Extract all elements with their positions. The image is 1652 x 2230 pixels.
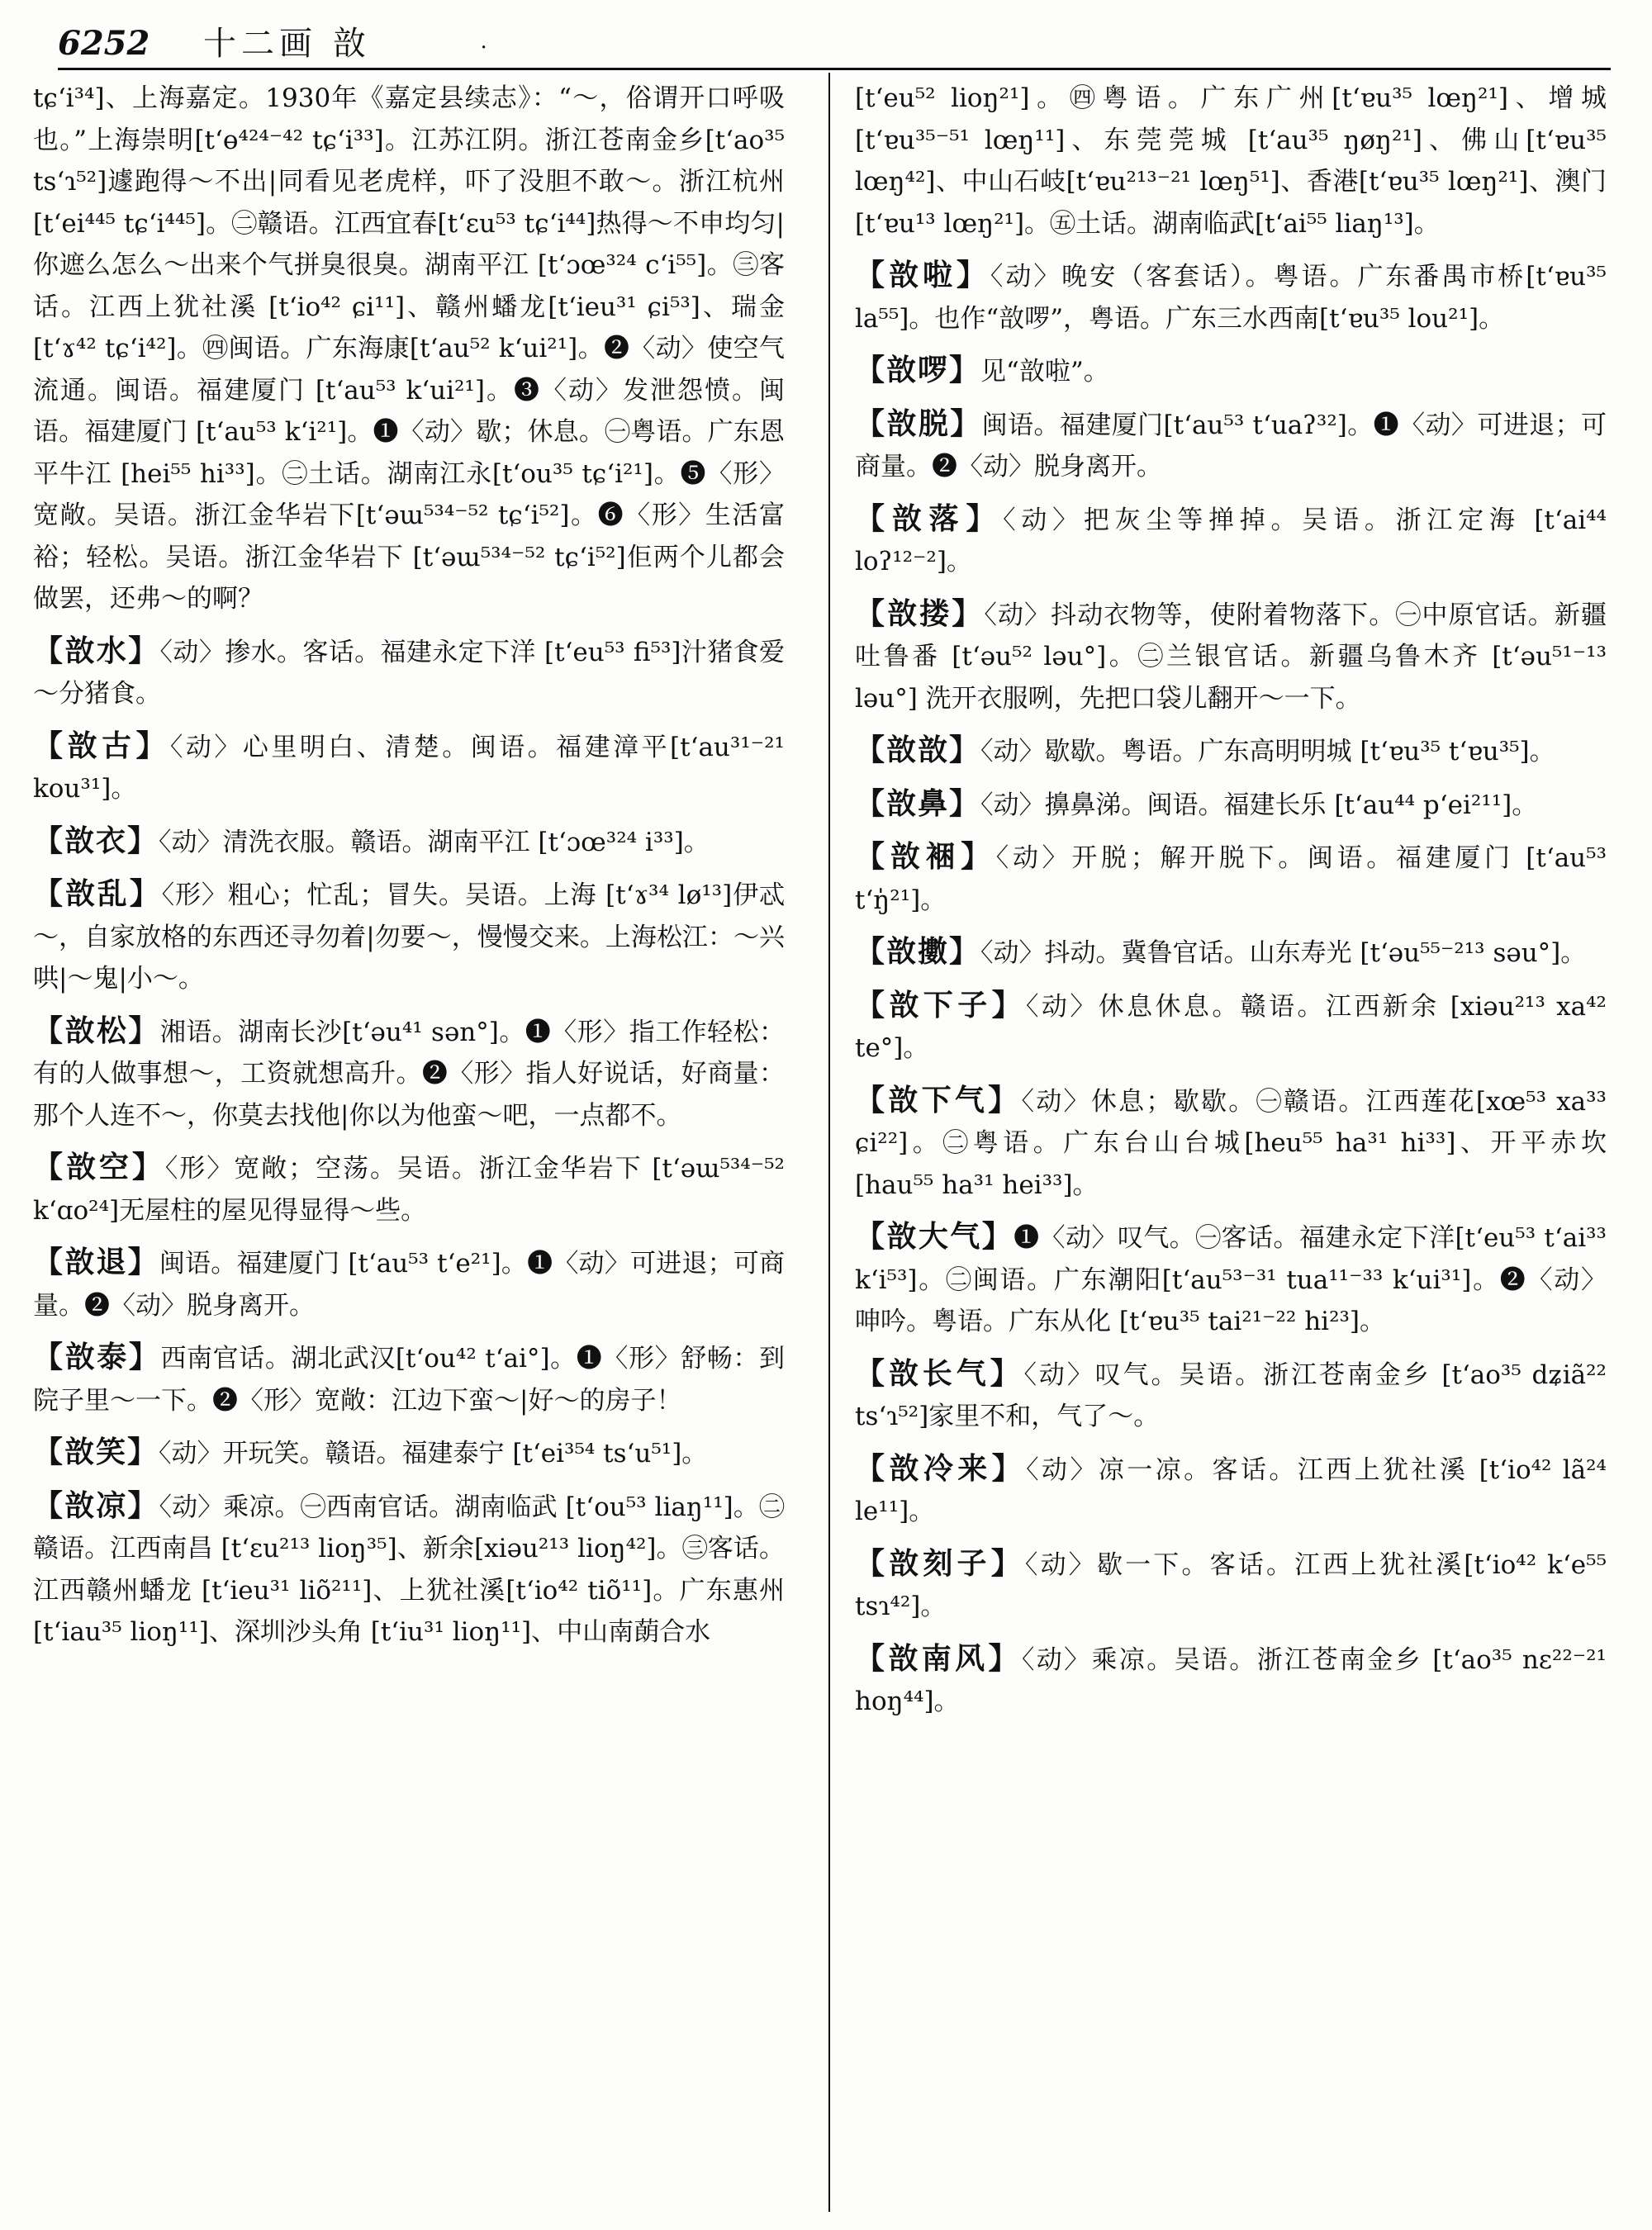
dictionary-entry [33,873,785,1000]
entry-text: 闽语。福建厦门[tʻau⁵³ tʻuaʔ³²]。❶〈动〉可进退；可商量。❷〈动〉脱身离开。 [855,410,1607,482]
entry-headword: 【敨擻】 [855,934,981,969]
dictionary-entry [855,1448,1607,1533]
dictionary-entry [33,1485,785,1654]
dictionary-entry [855,783,1607,827]
dictionary-entry-continued [33,78,785,620]
entry-text: 闽语。福建厦门 [tʻau⁵³ tʻe²¹]。❶〈动〉可进退；可商量。❷〈动〉脱身离开。 [33,1249,785,1321]
entry-headword: 【敨泰】 [33,1340,161,1374]
entry-headword: 【敨啦】 [855,258,990,292]
entry-text: 〈动〉休息休息。赣语。江西新余 [xiəu²¹³ xa⁴² te°]。 [855,991,1607,1063]
entry-headword: 【敨裍】 [855,839,996,874]
dictionary-entry [855,349,1607,393]
entry-text: ❶〈动〉叹气。㊀客话。福建永定下洋[tʻeu⁵³ tʻai³³ kʻi⁵³]。㊁闽语。广东潮阳[tʻau⁵³⁻³¹ tua¹¹⁻³³ kʻui³¹]。❷〈动〉呻吟。粤语。广东从化 [tʻɐu³⁵ tai²¹⁻²² hi²³]。 [855,1223,1607,1336]
entry-headword: 【敨下子】 [855,987,1027,1022]
entry-text: [tʻeu⁵² lioŋ²¹]。㊃粤语。广东广州[tʻɐu³⁵ lœŋ²¹]、增城[tʻɐu³⁵⁻⁵¹ lœŋ¹¹]、东莞莞城 [tʻau³⁵ ŋøŋ²¹]、佛山[tʻɐu³⁵ lœŋ⁴²]、中山石岐[tʻɐu²¹³⁻²¹ lœŋ⁵¹]、香港[tʻɐu³⁵ lœŋ²¹]、澳门 [tʻɐu¹³ lœŋ²¹]。㊄土话。湖南临武[tʻai⁵⁵ liaŋ¹³]。 [855,83,1607,239]
entry-headword: 【敨落】 [855,501,1004,536]
dictionary-entry [33,1336,785,1421]
dictionary-entry [855,729,1607,773]
dictionary-entry [855,1216,1607,1343]
entry-headword: 【敨刻子】 [855,1545,1025,1581]
entry-headword: 【敨冷来】 [855,1450,1027,1486]
page-number: 6252 [58,24,150,63]
entry-text: 〈动〉叹气。吴语。浙江苍南金乡 [tʻao³⁵ dʑiã²² tsʻɿ⁵²]家里不和，气了～。 [855,1359,1607,1431]
entry-headword: 【敨下气】 [855,1082,1022,1117]
entry-text: 〈形〉粗心；忙乱；冒失。吴语。上海 [tʻɤ³⁴ lø¹³]伊忒～，自家放格的东西还寻勿着|勿要～，慢慢交来。上海松江：～兴哄|～鬼|小～。 [33,880,785,994]
dictionary-entry [855,593,1607,720]
entry-headword: 【敨衣】 [33,823,159,858]
entry-headword: 【敨啰】 [855,353,981,387]
entry-text: 〈动〉休息；歇歇。㊀赣语。江西莲花[xœ⁵³ xa³³ ɕi²²]。㊁粤语。广东台山台城[heu⁵⁵ ha³¹ hi³³]、开平赤坎 [hau⁵⁵ ha³¹ hei³³]。 [855,1086,1607,1200]
entry-text: 〈动〉开脱；解开脱下。闽语。福建厦门 [tʻau⁵³ tʻŋ̍²¹]。 [855,843,1607,915]
entry-headword: 【敨古】 [33,728,170,763]
dictionary-entry [855,403,1607,488]
entry-text: 〈动〉乘凉。吴语。浙江苍南金乡 [tʻao³⁵ nɛ²²⁻²¹ hoŋ⁴⁴]。 [855,1644,1607,1716]
header-rule [58,68,1611,70]
entry-text: 湘语。湖南长沙[tʻəu⁴¹ sən°]。❶〈形〉指工作轻松：有的人做事想～，工资就想高升。❷〈形〉指人好说话，好商量：那个人连不～，你莫去找他|你以为他蛮～吧，一点都不。 [33,1017,785,1131]
entry-headword: 【敨大气】 [855,1219,1014,1254]
entry-text: tɕʻi³⁴]、上海嘉定。1930年《嘉定县续志》：“～，俗谓开口呼吸也。”上海崇明[tʻɵ⁴²⁴⁻⁴² tɕʻi³³]。江苏江阴。浙江苍南金乡[tʻao³⁵ tsʻɿ⁵²]遽跑得～不出|同看见老虎样，吓了没胆不敢～。浙江杭州[tʻei⁴⁴⁵ tɕʻi⁴⁴⁵]。㊁赣语。江西宜春[tʻɛu⁵³ tɕʻi⁴⁴]热得～不申均匀|你遮么怎么～出来个气拼臭很臭。湖南平江 [tʻɔœ³²⁴ cʻi⁵⁵]。㊂客话。江西上犹社溪 [tʻio⁴² ɕi¹¹]、赣州蟠龙[tʻieu³¹ ɕi⁵³]、瑞金[tʻɤ⁴² tɕʻi⁴²]。㊃闽语。广东海康[tʻau⁵² kʻui²¹]。❷〈动〉使空气流通。闽语。福建厦门 [tʻau⁵³ kʻui²¹]。❸〈动〉发泄怨愤。闽语。福建厦门 [tʻau⁵³ kʻi²¹]。❶〈动〉歇；休息。㊀粤语。广东恩平牛江 [hei⁵⁵ hi³³]。㊁土话。湖南江永[tʻou³⁵ tɕʻi²¹]。❺〈形〉宽敞。吴语。浙江金华岩下[tʻəɯ⁵³⁴⁻⁵² tɕʻi⁵²]。❻〈形〉生活富裕；轻松。吴语。浙江金华岩下 [tʻəɯ⁵³⁴⁻⁵² tɕʻi⁵²]佢两个儿都会做罢，还弗～的啊？ [33,83,785,614]
entry-headword: 【敨脱】 [855,406,982,441]
dictionary-entry [855,985,1607,1070]
entry-headword: 【敨长气】 [855,1355,1024,1391]
dictionary-entry [855,836,1607,921]
dictionary-entry [33,1431,785,1475]
entry-headword: 【敨乱】 [33,876,162,911]
entry-text: 〈动〉歇一下。客话。江西上犹社溪[tʻio⁴² kʻe⁵⁵ tsɿ⁴²]。 [855,1549,1607,1621]
dictionary-entry [33,725,785,810]
dictionary-entry [855,498,1607,583]
entry-headword: 【敨水】 [33,633,160,668]
section-title: 十二画 敨 [203,25,371,63]
dictionary-entry-continued [855,78,1607,244]
entry-headword: 【敨空】 [33,1150,165,1184]
entry-text: 〈动〉抖动衣物等，使附着物落下。㊀中原官话。新疆吐鲁番 [tʻəu⁵² ləu°]。㊁兰银官话。新疆乌鲁木齐 [tʻəu⁵¹⁻¹³ ləu°] 洗开衣服咧，先把口袋儿翻开～一下。 [855,600,1607,714]
dictionary-entry [855,1353,1607,1438]
entry-text: 〈动〉清洗衣服。赣语。湖南平江 [tʻɔœ³²⁴ i³³]。 [159,827,710,857]
dictionary-entry [33,1241,785,1326]
entry-text: 〈动〉擤鼻涕。闽语。福建长乐 [tʻau⁴⁴ pʻei²¹¹]。 [980,790,1538,820]
entry-headword: 【敨南风】 [855,1640,1022,1676]
entry-text: 〈动〉晚安（客套话）。粤语。广东番禺市桥[tʻɐu³⁵ la⁵⁵]。也作“敨啰”，粤语。广东三水西南[tʻɐu³⁵ lou²¹]。 [855,262,1607,334]
entry-text: 〈动〉抖动。冀鲁官话。山东寿光 [tʻəu⁵⁵⁻²¹³ səu°]。 [980,938,1587,968]
entry-text: 〈动〉歇歇。粤语。广东高明明城 [tʻɐu³⁵ tʻɐu³⁵]。 [980,737,1555,766]
entry-headword: 【敨鼻】 [855,785,981,821]
entry-headword: 【敨搂】 [855,595,985,631]
dictionary-entry [33,1010,785,1137]
entry-headword: 【敨退】 [33,1245,159,1279]
entry-text: 西南官话。湖北武汉[tʻou⁴² tʻai°]。❶〈形〉舒畅：到院子里～一下。❷〈形〉宽敞：江边下蛮～|好～的房子！ [33,1344,785,1416]
right-column [855,78,1607,2209]
dictionary-entry [855,1079,1607,1207]
dictionary-entry [855,1543,1607,1628]
left-column [33,78,785,2209]
entry-headword: 【敨敨】 [855,733,981,767]
entry-text: 〈动〉乘凉。㊀西南官话。湖南临武 [tʻou⁵³ liaŋ¹¹]。㊁赣语。江西南昌 [tʻɛu²¹³ lioŋ³⁵]、新余[xiəu²¹³ lioŋ⁴²]。㊂客话。江西赣州蟠龙 [tʻieu³¹ liõ²¹¹]、上犹社溪[tʻio⁴² tiõ¹¹]。广东惠州 [tʻiau³⁵ lioŋ¹¹]、深圳沙头角 [tʻiu³¹ lioŋ¹¹]、中山南蓢合水 [33,1492,785,1647]
dictionary-entry [855,1638,1607,1723]
entry-text: 〈动〉心里明白、清楚。闽语。福建漳平[tʻau³¹⁻²¹ kou³¹]。 [33,732,785,804]
entry-text: 〈动〉把灰尘等掸掉。吴语。浙江定海 [tʻai⁴⁴ loʔ¹²⁻²]。 [855,505,1607,576]
entry-text: 〈动〉凉一凉。客话。江西上犹社溪 [tʻio⁴² lã²⁴ le¹¹]。 [855,1454,1607,1526]
entry-headword: 【敨凉】 [33,1487,159,1523]
page-header [58,18,1611,69]
entry-text: 〈动〉掺水。客话。福建永定下洋 [tʻeu⁵³ fi⁵³]汁猪食爱～分猪食。 [33,637,785,709]
entry-text: 〈形〉宽敞；空荡。吴语。浙江金华岩下 [tʻəɯ⁵³⁴⁻⁵² kʻɑo²⁴]无屋柱的屋见得显得～些。 [33,1154,785,1226]
dictionary-entry [855,931,1607,975]
dictionary-entry [33,1146,785,1231]
dictionary-entry [33,630,785,715]
header-dot: · [480,36,487,60]
column-divider [828,73,830,2212]
entry-text: 见“敨啦”。 [980,357,1109,387]
dictionary-entry [33,820,785,864]
entry-text: 〈动〉开玩笑。赣语。福建泰宁 [tʻei³⁵⁴ tsʻu⁵¹]。 [159,1439,708,1468]
entry-headword: 【敨松】 [33,1013,160,1048]
entry-headword: 【敨笑】 [33,1435,159,1469]
dictionary-entry [855,254,1607,339]
